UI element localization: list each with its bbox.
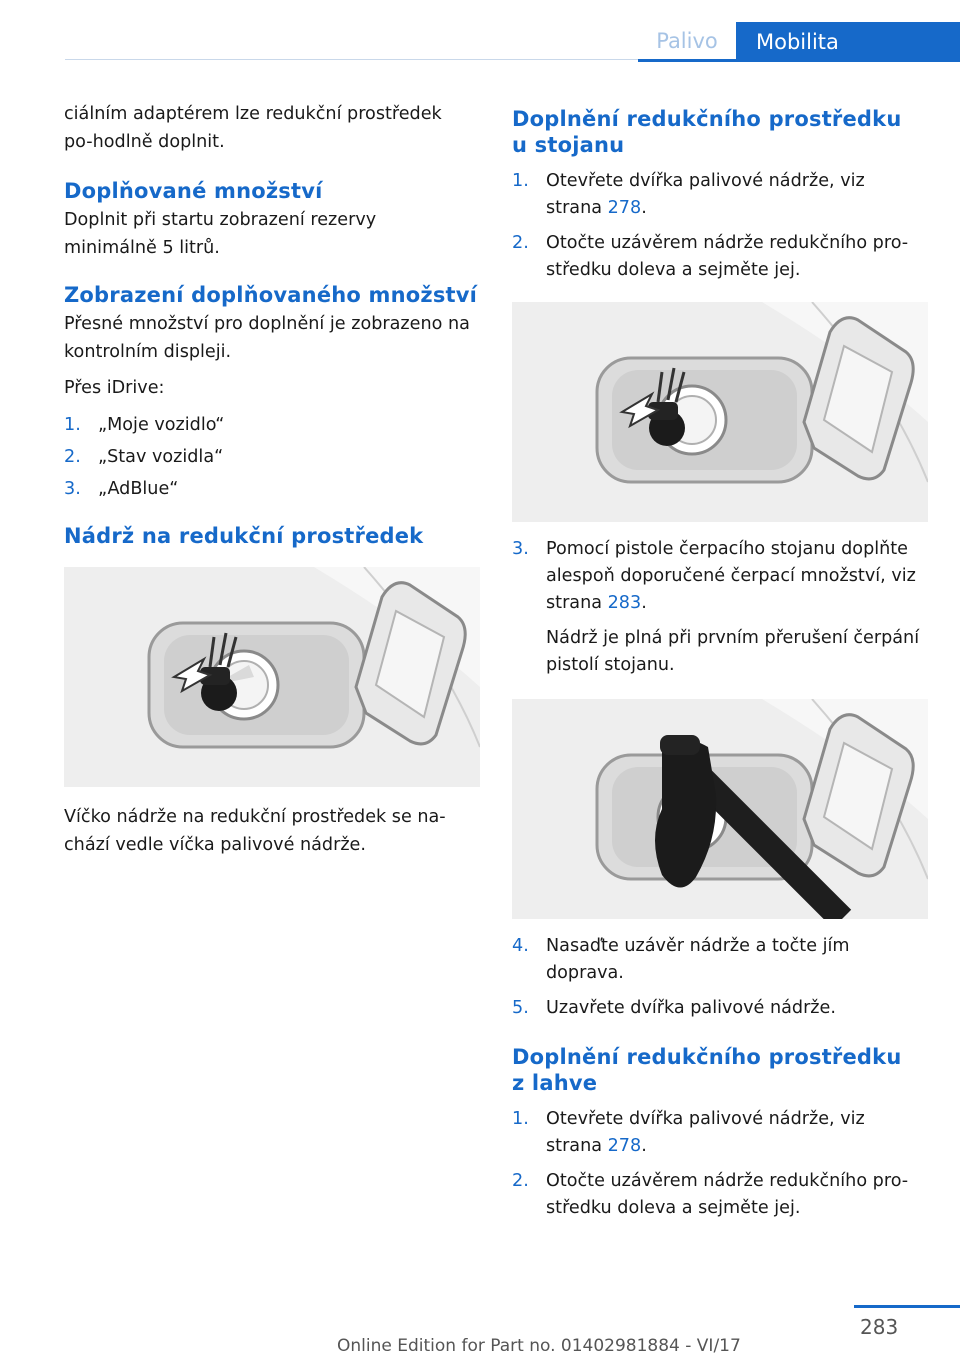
station-steps xyxy=(512,168,930,284)
list-item xyxy=(512,995,930,1022)
list-item xyxy=(512,230,930,284)
step-number: 1. xyxy=(512,171,529,191)
list-item xyxy=(512,1106,930,1160)
heading-refill-amount: Doplňované množství xyxy=(64,179,323,203)
step-note: Nádrž je plná při prvním přerušení čerpání pistolí stojanu. xyxy=(546,628,920,675)
step-text: Otočte uzávěrem nádrže redukčního pro-středku doleva a sejměte jej. xyxy=(546,233,909,280)
list-item xyxy=(64,476,482,503)
fuel-flap-illustration xyxy=(64,567,480,787)
page-link[interactable]: 283 xyxy=(607,593,642,613)
tank-cap-photo xyxy=(64,567,480,787)
page-header xyxy=(638,22,960,62)
step-text: Otevřete dvířka palivové nádrže, viz strana 278. xyxy=(546,1109,865,1156)
idrive-steps xyxy=(64,412,482,503)
step-text: Otočte uzávěrem nádrže redukčního pro-středku doleva a sejměte jej. xyxy=(546,1171,909,1218)
station-steps-continued xyxy=(512,536,930,617)
page-link[interactable]: 278 xyxy=(607,198,642,218)
step-number: 2. xyxy=(512,1171,529,1191)
left-column xyxy=(64,100,482,859)
list-item xyxy=(512,168,930,222)
heading-tank: Nádrž na redukční prostředek xyxy=(64,524,424,548)
nozzle-illustration xyxy=(512,699,928,919)
intro-paragraph: ciálním adaptérem lze redukční prostředek po-hodlně doplnit. xyxy=(64,104,442,152)
heading-refill-display: Zobrazení doplňovaného množství xyxy=(64,283,478,307)
step-number: 1. xyxy=(512,1109,529,1129)
refill-amount-paragraph: Doplnit při startu zobrazení rezervy minimálně 5 litrů. xyxy=(64,210,377,258)
page-link[interactable]: 278 xyxy=(607,1136,642,1156)
step-text: Uzavřete dvířka palivové nádrže. xyxy=(546,998,836,1018)
step-number: 3. xyxy=(512,539,529,559)
heading-bottle-refill: Doplnění redukčního prostředku z lahve xyxy=(512,1045,902,1095)
section-tab[interactable]: Palivo xyxy=(638,22,736,62)
step-text: „AdBlue“ xyxy=(98,479,179,499)
step-number: 3. xyxy=(64,479,81,499)
tank-cap-photo-2 xyxy=(512,302,928,522)
edition-note: Online Edition for Part no. 01402981884 - VI/17 xyxy=(337,1336,741,1356)
page-number: 283 xyxy=(860,1315,899,1339)
step-number: 1. xyxy=(64,415,81,435)
step-number: 2. xyxy=(64,447,81,467)
station-steps-final xyxy=(512,933,930,1022)
list-item xyxy=(512,933,930,987)
header-divider xyxy=(65,59,638,60)
step-number: 4. xyxy=(512,936,529,956)
heading-station-refill: Doplnění redukčního prostředku u stojanu xyxy=(512,107,902,157)
step-number: 5. xyxy=(512,998,529,1018)
step-text: „Stav vozidla“ xyxy=(98,447,224,467)
footer-accent-line xyxy=(854,1305,960,1308)
fuel-flap-illustration xyxy=(512,302,928,522)
step-text: „Moje vozidlo“ xyxy=(98,415,225,435)
bottle-steps xyxy=(512,1106,930,1222)
idrive-paragraph: Přes iDrive: xyxy=(64,378,165,398)
list-item xyxy=(64,412,482,439)
chapter-tab[interactable]: Mobilita xyxy=(736,22,960,62)
step-text: Nasaďte uzávěr nádrže a točte jím doprava. xyxy=(546,936,850,983)
refueling-photo xyxy=(512,699,928,919)
list-item xyxy=(512,1168,930,1222)
step-text: Otevřete dvířka palivové nádrže, viz strana 278. xyxy=(546,171,865,218)
step-number: 2. xyxy=(512,233,529,253)
list-item xyxy=(512,536,930,617)
right-column xyxy=(512,100,930,1222)
step-text: Pomocí pistole čerpacího stojanu doplňte alespoň doporučené čerpací množství, viz strana 283. xyxy=(546,539,916,613)
refill-display-paragraph: Přesné množství pro doplnění je zobrazeno na kontrolním displeji. xyxy=(64,314,470,362)
list-item xyxy=(64,444,482,471)
tank-caption: Víčko nádrže na redukční prostředek se na-chází vedle víčka palivové nádrže. xyxy=(64,807,446,855)
